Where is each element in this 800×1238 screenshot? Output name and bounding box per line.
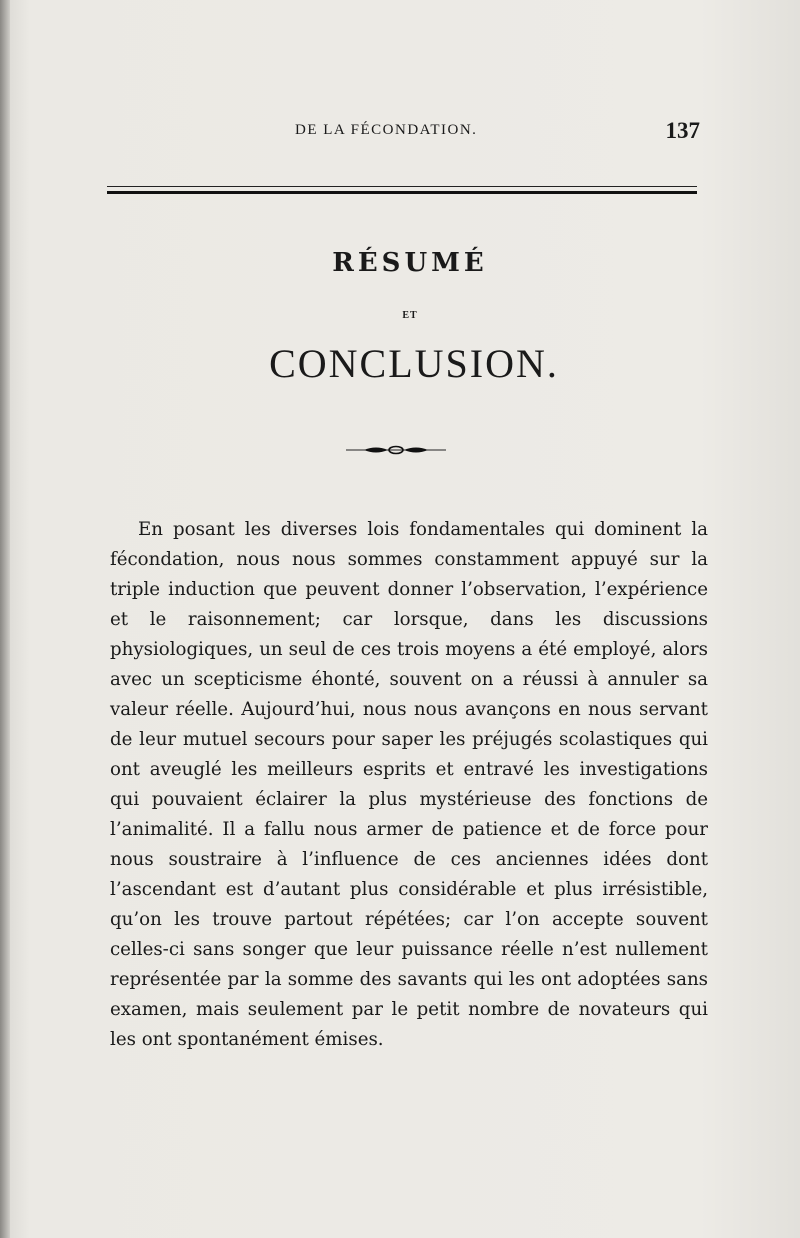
page-spine-shadow bbox=[0, 0, 10, 1238]
page-number: 137 bbox=[665, 118, 700, 143]
chapter-title-et: ET bbox=[402, 310, 418, 321]
ornament-divider-icon bbox=[346, 443, 446, 457]
body-paragraph: En posant les diverses lois fondamentales qui dominent la fécondation, nous nous sommes constamment appuyé sur la triple induction que peuvent donner l’observation, l’expérience et le raisonnement; car lorsque, dans les discussions physiologiques, un seul de ces trois moyens a été employé, alors avec un scepticisme éhonté, souvent on a réussi à annuler sa valeur réelle. Aujourd’hui, nous nous avançons en nous servant de leur mutuel secours pour saper les préjugés scolastiques qui ont aveuglé les meilleurs esprits et entravé les investigations qui pouvaient éclairer la plus mystérieuse des fonctions de l’animalité. Il a fallu nous armer de patience et de force pour nous soustraire à l’influence de ces anciennes idées dont l’ascendant est d’autant plus considérable et plus irrésistible, qu’on les trouve partout répétées; car l’on accepte souvent celles-ci sans songer que leur puissance réelle n’est nullement représentée par la somme des savants qui les ont adoptées sans examen, mais seulement par le petit nombre de novateurs qui les ont spontanément émises. bbox=[110, 519, 708, 1050]
header-rule-thin bbox=[107, 186, 697, 187]
page-header bbox=[110, 120, 700, 150]
chapter-title-conclusion: CONCLUSION. bbox=[269, 341, 559, 386]
running-title: DE LA FÉCONDATION. bbox=[295, 122, 478, 138]
header-rule-thick bbox=[107, 191, 697, 194]
chapter-title-resume: RÉSUMÉ bbox=[332, 248, 488, 278]
